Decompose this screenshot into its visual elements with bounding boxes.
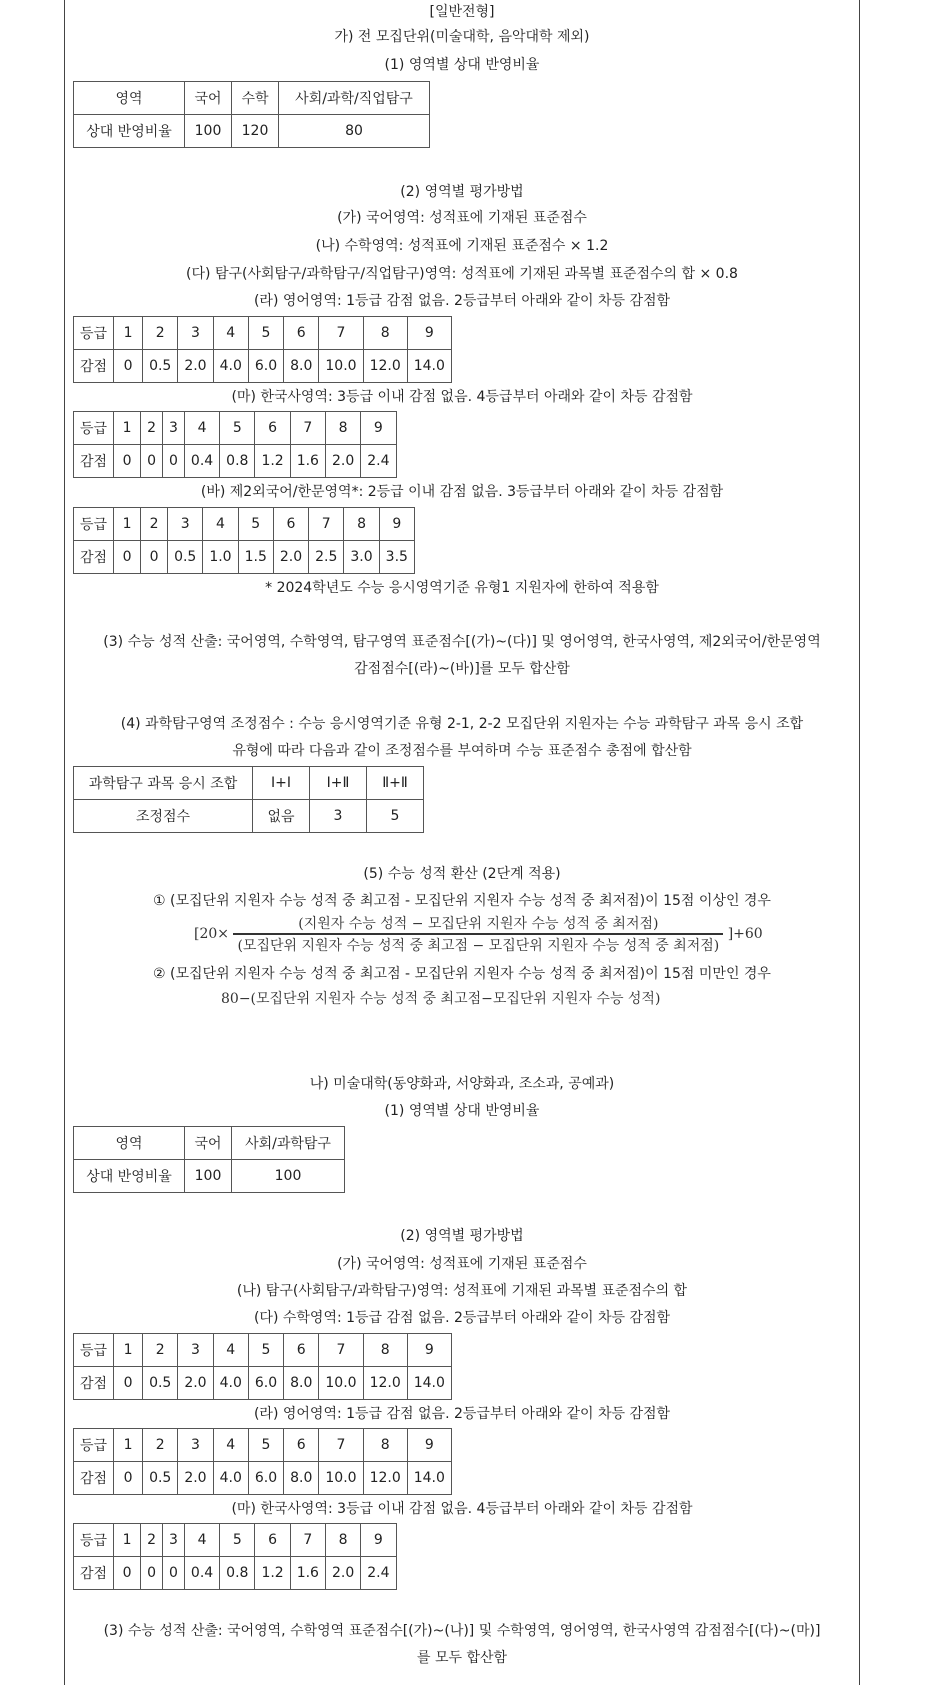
table-row [74,115,430,148]
table-cell: 7 [290,412,325,445]
table-cell: 2 [141,1524,163,1557]
table-cell: 6 [255,412,290,445]
table-cell: 0.4 [184,1557,219,1590]
table-cell: 100 [185,1160,232,1193]
table-row-label: 등급 [74,412,114,445]
section-b-math-table [73,1333,452,1400]
section-b-eval-ra: (라) 영어영역: 1등급 감점 없음. 2등급부터 아래와 같이 차등 감점함 [253,1406,671,1422]
table-cell: 2.0 [178,1367,213,1400]
table-cell: 2.0 [273,541,308,574]
table-cell: 14.0 [407,1462,451,1495]
table-cell: 8 [363,1334,407,1367]
section-a-heading: 가) 전 모집단위(미술대학, 음악대학 제외) [334,29,590,45]
formula-1-suffix: ]+60 [727,926,763,942]
table-cell: 사회/과학/직업탐구 [279,82,430,115]
table-cell: 0 [114,445,141,478]
document-title: [일반전형] [429,4,495,20]
table-cell: 8 [344,508,379,541]
table-cell: 0.4 [184,445,219,478]
table-row-label: 등급 [74,508,114,541]
section-a-calc-text-2: 감점점수[(라)~(바)]를 모두 합산함 [354,661,570,677]
table-cell: Ⅰ+Ⅱ [310,767,367,800]
table-cell: 8 [363,1429,407,1462]
section-a-eval-ra: (라) 영어영역: 1등급 감점 없음. 2등급부터 아래와 같이 차등 감점함 [253,293,671,309]
table-row [74,508,415,541]
section-b-eval-na: (나) 탐구(사회탐구/과학탐구)영역: 성적표에 기재된 과목별 표준점수의 합 [236,1283,688,1299]
table-cell: 과학탐구 과목 응시 조합 [74,767,253,800]
table-cell: 상대 반영비율 [74,115,185,148]
formula-1-denominator: (모집단위 지원자 수능 성적 중 최고점 − 모집단위 지원자 수능 성적 중 최저점) [233,933,723,955]
table-row [74,767,424,800]
table-cell: 7 [319,317,363,350]
section-b-calc-text-2: 를 모두 합산함 [416,1650,508,1666]
table-cell: 10.0 [319,350,363,383]
table-cell: 9 [407,1334,451,1367]
section-b-eval-da: (다) 수학영역: 1등급 감점 없음. 2등급부터 아래와 같이 차등 감점함 [253,1310,671,1326]
table-cell: 8 [363,317,407,350]
table-cell: 영역 [74,82,185,115]
table-cell: 5 [238,508,273,541]
table-cell: 8.0 [284,1367,319,1400]
table-cell: 8 [325,412,360,445]
section-a-ratio-title: (1) 영역별 상대 반영비율 [384,57,540,73]
table-row-label: 등급 [74,1524,114,1557]
table-row [74,1367,452,1400]
table-cell: 3 [162,1524,184,1557]
table-cell: 6 [284,1429,319,1462]
section-a-history-table [73,411,397,478]
table-cell: 12.0 [363,350,407,383]
section-a-eval-ma: (마) 한국사영역: 3등급 이내 감점 없음. 4등급부터 아래와 같이 차등 감점함 [231,389,693,405]
table-cell: 1.5 [238,541,273,574]
formula-1-numerator: (지원자 수능 성적 − 모집단위 지원자 수능 성적 중 최저점) [298,916,659,932]
table-cell: 수학 [232,82,279,115]
section-a-ratio-table [73,81,430,148]
table-cell: 2 [143,1429,178,1462]
table-cell: 8.0 [284,1462,319,1495]
table-cell: 1 [114,1429,143,1462]
table-cell: 2.4 [361,1557,396,1590]
table-cell: 0 [114,541,141,574]
section-b-heading: 나) 미술대학(동양화과, 서양화과, 조소과, 공예과) [309,1076,615,1092]
table-cell: 0 [141,541,168,574]
table-cell: 3 [178,1429,213,1462]
table-cell: 8.0 [284,350,319,383]
table-cell: 6.0 [248,1367,283,1400]
table-cell: 9 [407,317,451,350]
table-cell: 4.0 [213,1462,248,1495]
table-cell: 국어 [185,82,232,115]
table-cell: 0.5 [168,541,203,574]
section-a-eval-ga: (가) 국어영역: 성적표에 기재된 표준점수 [337,210,587,226]
table-cell: 2 [143,317,178,350]
formula-2: 80−(모집단위 지원자 수능 성적 중 최고점−모집단위 지원자 수능 성적) [221,991,661,1007]
table-cell: 5 [248,317,283,350]
table-cell: 0 [114,350,143,383]
section-a-calc-text-1: (3) 수능 성적 산출: 국어영역, 수학영역, 탐구영역 표준점수[(가)~(다)] 및 영어영역, 한국사영역, 제2외국어/한문영역 [103,634,821,650]
section-b-english-table [73,1428,452,1495]
table-row [74,1462,452,1495]
table-cell: 0.5 [143,1462,178,1495]
table-cell: 0 [162,445,184,478]
table-cell: 4 [213,1429,248,1462]
table-cell: 0 [114,1557,141,1590]
table-cell: 10.0 [319,1462,363,1495]
table-row-label: 감점 [74,1367,114,1400]
table-cell: 조정점수 [74,800,253,833]
table-cell: 0 [141,445,163,478]
table-row [74,1429,452,1462]
table-cell: 9 [379,508,414,541]
section-a-sci-table [73,766,424,833]
table-cell: 3 [178,317,213,350]
table-cell: 1 [114,317,143,350]
table-cell: 0.5 [143,1367,178,1400]
table-cell: 4 [184,412,219,445]
table-cell: 4.0 [213,1367,248,1400]
table-cell: 7 [319,1334,363,1367]
table-cell: 12.0 [363,1367,407,1400]
table-cell: 2.0 [325,445,360,478]
table-cell: 3.5 [379,541,414,574]
table-cell: 2 [143,1334,178,1367]
table-cell: 2.4 [361,445,396,478]
table-row-label: 감점 [74,1462,114,1495]
table-cell: 3 [178,1334,213,1367]
table-cell: 6 [255,1524,290,1557]
table-cell: 5 [367,800,424,833]
table-cell: 0 [114,1462,143,1495]
table-cell: 0 [162,1557,184,1590]
table-cell: 상대 반영비율 [74,1160,185,1193]
table-cell: 4 [213,317,248,350]
formula-1-prefix: [20× [194,926,230,942]
table-row [74,1524,397,1557]
table-row [74,1127,345,1160]
section-a-convert-case-2: ② (모집단위 지원자 수능 성적 중 최고점 - 모집단위 지원자 수능 성적 중 최저점)이 15점 미만인 경우 [153,966,771,982]
table-cell: 2.5 [309,541,344,574]
section-a-foreign-table [73,507,415,574]
table-cell: 9 [361,1524,396,1557]
table-cell: Ⅱ+Ⅱ [367,767,424,800]
table-cell: 5 [248,1334,283,1367]
section-b-ratio-table [73,1126,345,1193]
table-cell: 2.0 [178,1462,213,1495]
table-cell: 1 [114,412,141,445]
table-cell: 6 [284,1334,319,1367]
table-cell: 1.6 [290,1557,325,1590]
table-cell: 0.5 [143,350,178,383]
table-cell: 6 [273,508,308,541]
table-row-label: 감점 [74,541,114,574]
table-cell: 7 [319,1429,363,1462]
table-cell: 3 [168,508,203,541]
table-cell: 사회/과학탐구 [232,1127,345,1160]
table-cell: 1.0 [203,541,238,574]
table-cell: 80 [279,115,430,148]
table-cell: 5 [220,412,255,445]
table-cell: 2.0 [178,350,213,383]
table-cell: 100 [185,115,232,148]
table-cell: 1 [114,1334,143,1367]
table-row [74,350,452,383]
table-cell: 7 [290,1524,325,1557]
table-row-label: 감점 [74,445,114,478]
table-cell: 9 [407,1429,451,1462]
formula-1-fraction [233,913,723,955]
table-cell: 2 [141,508,168,541]
section-b-eval-title: (2) 영역별 평가방법 [400,1228,524,1244]
table-cell: 3 [162,412,184,445]
table-cell: 10.0 [319,1367,363,1400]
section-a-eval-title: (2) 영역별 평가방법 [400,184,524,200]
table-row [74,445,397,478]
table-cell: 영역 [74,1127,185,1160]
table-row [74,317,452,350]
table-cell: Ⅰ+Ⅰ [253,767,310,800]
section-a-eval-da: (다) 탐구(사회탐구/과학탐구/직업탐구)영역: 성적표에 기재된 과목별 표준점수의 합 × 0.8 [186,266,738,282]
table-cell: 4.0 [213,350,248,383]
table-cell: 8 [325,1524,360,1557]
table-row [74,1557,397,1590]
table-cell: 5 [248,1429,283,1462]
table-cell: 1 [114,508,141,541]
table-cell: 1.6 [290,445,325,478]
table-row [74,541,415,574]
table-row-label: 감점 [74,350,114,383]
section-a-foreign-note: * 2024학년도 수능 응시영역기준 유형1 지원자에 한하여 적용함 [265,580,659,596]
table-cell: 국어 [185,1127,232,1160]
table-row [74,800,424,833]
section-a-sci-text-2: 유형에 따라 다음과 같이 조정점수를 부여하며 수능 표준점수 총점에 합산함 [232,743,692,759]
section-b-ratio-title: (1) 영역별 상대 반영비율 [384,1103,540,1119]
table-cell: 3.0 [344,541,379,574]
table-cell: 7 [309,508,344,541]
section-a-convert-case-1: ① (모집단위 지원자 수능 성적 중 최고점 - 모집단위 지원자 수능 성적 중 최저점)이 15점 이상인 경우 [153,893,771,909]
section-a-english-table [73,316,452,383]
table-cell: 0.8 [220,1557,255,1590]
section-a-sci-text-1: (4) 과학탐구영역 조정점수 : 수능 응시영역기준 유형 2-1, 2-2 모집단위 지원자는 수능 과학탐구 과목 응시 조합 [120,716,804,732]
table-cell: 100 [232,1160,345,1193]
table-cell: 6 [284,317,319,350]
table-row [74,82,430,115]
table-row-label: 등급 [74,317,114,350]
section-a-eval-na: (나) 수학영역: 성적표에 기재된 표준점수 × 1.2 [315,238,609,254]
section-a-eval-ba: (바) 제2외국어/한문영역*: 2등급 이내 감점 없음. 3등급부터 아래와 같이 차등 감점함 [200,484,724,500]
table-cell: 12.0 [363,1462,407,1495]
section-b-eval-ma: (마) 한국사영역: 3등급 이내 감점 없음. 4등급부터 아래와 같이 차등 감점함 [231,1501,693,1517]
table-cell: 1.2 [255,445,290,478]
section-b-history-table [73,1523,397,1590]
table-cell: 0.8 [220,445,255,478]
table-cell: 5 [220,1524,255,1557]
table-cell: 14.0 [407,1367,451,1400]
table-cell: 4 [203,508,238,541]
table-cell: 9 [361,412,396,445]
table-row-label: 감점 [74,1557,114,1590]
table-cell: 6.0 [248,350,283,383]
section-b-calc-text-1: (3) 수능 성적 산출: 국어영역, 수학영역 표준점수[(가)~(나)] 및 수학영역, 영어영역, 한국사영역 감점점수[(다)~(마)] [103,1623,821,1639]
table-cell: 0 [141,1557,163,1590]
table-cell: 1 [114,1524,141,1557]
table-cell: 3 [310,800,367,833]
table-cell: 6.0 [248,1462,283,1495]
table-cell: 1.2 [255,1557,290,1590]
section-a-convert-title: (5) 수능 성적 환산 (2단계 적용) [363,866,561,882]
formula-1 [194,913,763,955]
table-row-label: 등급 [74,1429,114,1462]
table-cell: 4 [184,1524,219,1557]
table-cell: 0 [114,1367,143,1400]
table-row-label: 등급 [74,1334,114,1367]
table-cell: 2.0 [325,1557,360,1590]
table-cell: 2 [141,412,163,445]
table-row [74,1334,452,1367]
table-row [74,412,397,445]
table-cell: 없음 [253,800,310,833]
table-cell: 4 [213,1334,248,1367]
table-cell: 120 [232,115,279,148]
table-row [74,1160,345,1193]
section-b-eval-ga: (가) 국어영역: 성적표에 기재된 표준점수 [337,1256,587,1272]
table-cell: 14.0 [407,350,451,383]
